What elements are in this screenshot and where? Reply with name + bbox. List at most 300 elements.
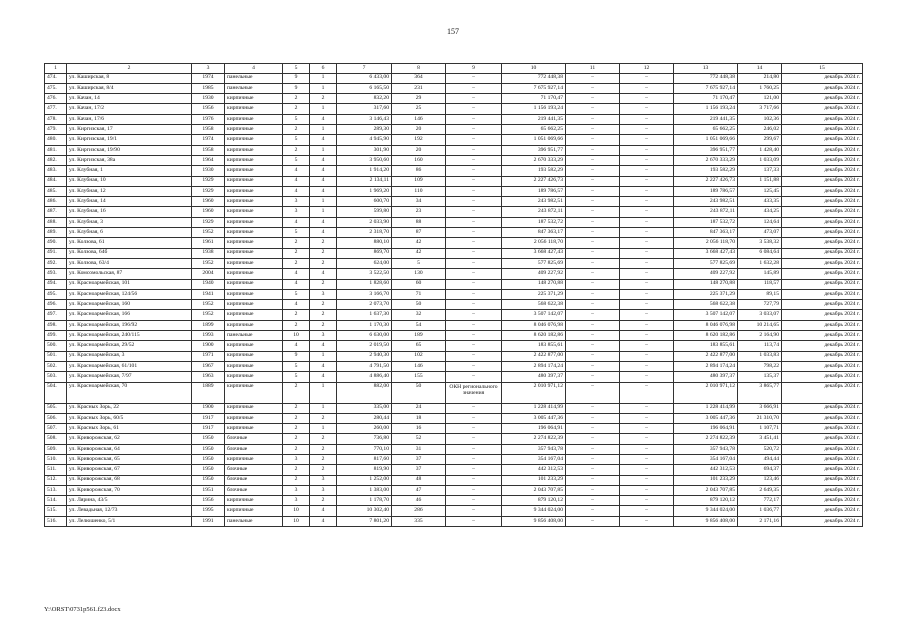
residents-cell: 54 [392, 320, 446, 330]
heritage-status-cell: – [446, 83, 502, 93]
heritage-status-cell: – [446, 279, 502, 289]
residents-cell: 37 [392, 465, 446, 475]
cost-col-13-cell: 409 227,92 [674, 269, 738, 279]
cost-total-cell: 480 397,37 [502, 372, 566, 382]
address-cell: ул. Клубная, 1 [67, 166, 192, 176]
wall-material-cell: кирпичные [225, 424, 283, 434]
column-header: 3 [192, 64, 225, 74]
cost-per-sqm-cell: 21 310,70 [738, 413, 782, 423]
entrances-cell: 2 [310, 238, 337, 248]
floors-cell: 5 [283, 289, 310, 299]
residents-cell: 20 [392, 125, 446, 135]
entrances-cell: 2 [310, 94, 337, 104]
table-row [45, 228, 863, 238]
cost-per-sqm-cell: 137,33 [738, 166, 782, 176]
cost-per-sqm-cell: 246,02 [738, 125, 782, 135]
table-row [45, 258, 863, 268]
residents-cell: 50 [392, 382, 446, 403]
area-cell: 1 383,00 [337, 485, 392, 495]
row-number-cell: 509. [45, 444, 67, 454]
entrances-cell: 2 [310, 310, 337, 320]
residents-cell: 37 [392, 454, 446, 464]
floors-cell: 9 [283, 83, 310, 93]
area-cell: 1 828,60 [337, 279, 392, 289]
residents-cell: 25 [392, 104, 446, 114]
row-number-cell: 515. [45, 506, 67, 516]
cost-total-cell: 409 227,92 [502, 269, 566, 279]
wall-material-cell: кирпичные [225, 228, 283, 238]
cost-per-sqm-cell: 772,17 [738, 496, 782, 506]
table-row [45, 485, 863, 495]
residents-cell: 192 [392, 135, 446, 145]
entrances-cell: 1 [310, 145, 337, 155]
address-cell: ул. Криворожская, 65 [67, 454, 192, 464]
register-table [44, 63, 863, 527]
address-cell: ул. Клубная, 6 [67, 228, 192, 238]
column-header: 13 [674, 64, 738, 74]
cost-col-11-cell: – [566, 475, 620, 485]
cost-col-12-cell: – [620, 176, 674, 186]
year-built-cell: 1899 [192, 320, 225, 330]
area-cell: 1 969,20 [337, 186, 392, 196]
cost-total-cell: 1 051 069,66 [502, 135, 566, 145]
area-cell: 600,70 [337, 197, 392, 207]
cost-total-cell: 2 422 877,00 [502, 351, 566, 361]
cost-col-11-cell: – [566, 145, 620, 155]
year-built-cell: 1956 [192, 496, 225, 506]
residents-cell: 286 [392, 506, 446, 516]
cost-col-11-cell: – [566, 238, 620, 248]
residents-cell: 23 [392, 207, 446, 217]
heritage-status-cell: – [446, 94, 502, 104]
year-built-cell: 1938 [192, 248, 225, 258]
entrances-cell: 4 [310, 135, 337, 145]
heritage-status-cell: – [446, 444, 502, 454]
floors-cell: 2 [283, 320, 310, 330]
cost-col-13-cell: 879 120,12 [674, 496, 738, 506]
residents-cell: 88 [392, 217, 446, 227]
deadline-cell: декабрь 2024 г. [782, 238, 863, 248]
cost-col-13-cell: 2 274 822,39 [674, 434, 738, 444]
wall-material-cell: кирпичные [225, 125, 283, 135]
entrances-cell: 1 [310, 104, 337, 114]
cost-col-13-cell: 9 344 024,00 [674, 506, 738, 516]
heritage-status-cell: – [446, 176, 502, 186]
heritage-status-cell: – [446, 475, 502, 485]
floors-cell: 5 [283, 361, 310, 371]
row-number-cell: 503. [45, 372, 67, 382]
cost-col-12-cell: – [620, 516, 674, 526]
cost-per-sqm-cell: 89,15 [738, 289, 782, 299]
deadline-cell: декабрь 2024 г. [782, 434, 863, 444]
cost-col-11-cell: – [566, 351, 620, 361]
entrances-cell: 1 [310, 382, 337, 403]
row-number-cell: 479. [45, 125, 67, 135]
floors-cell: 2 [283, 403, 310, 413]
cost-col-11-cell: – [566, 434, 620, 444]
residents-cell: 47 [392, 485, 446, 495]
table-row [45, 155, 863, 165]
year-built-cell: 1950 [192, 434, 225, 444]
residents-cell: 65 [392, 341, 446, 351]
wall-material-cell: кирпичные [225, 361, 283, 371]
deadline-cell: декабрь 2024 г. [782, 320, 863, 330]
wall-material-cell: панельные [225, 83, 283, 93]
area-cell: 6 630,00 [337, 331, 392, 341]
entrances-cell: 4 [310, 217, 337, 227]
wall-material-cell: кирпичные [225, 114, 283, 124]
deadline-cell: декабрь 2024 г. [782, 485, 863, 495]
row-number-cell: 514. [45, 496, 67, 506]
cost-total-cell: 3 507 142,07 [502, 310, 566, 320]
residents-cell: 335 [392, 516, 446, 526]
entrances-cell: 1 [310, 424, 337, 434]
floors-cell: 5 [283, 228, 310, 238]
wall-material-cell: кирпичные [225, 155, 283, 165]
table-row [45, 454, 863, 464]
wall-material-cell: кирпичные [225, 413, 283, 423]
cost-col-12-cell: – [620, 73, 674, 83]
table-row [45, 465, 863, 475]
wall-material-cell: кирпичные [225, 217, 283, 227]
cost-col-11-cell: – [566, 403, 620, 413]
table-row [45, 424, 863, 434]
cost-col-13-cell: 225 371,29 [674, 289, 738, 299]
deadline-cell: декабрь 2024 г. [782, 73, 863, 83]
year-built-cell: 1993 [192, 331, 225, 341]
cost-col-11-cell: – [566, 465, 620, 475]
wall-material-cell: кирпичные [225, 238, 283, 248]
entrances-cell: 1 [310, 351, 337, 361]
address-cell: ул. Красноармейская, 70 [67, 382, 192, 403]
heritage-status-cell: – [446, 424, 502, 434]
cost-col-11-cell: – [566, 104, 620, 114]
floors-cell: 4 [283, 176, 310, 186]
cost-col-12-cell: – [620, 135, 674, 145]
deadline-cell: декабрь 2024 г. [782, 341, 863, 351]
row-number-cell: 510. [45, 454, 67, 464]
year-built-cell: 1956 [192, 104, 225, 114]
cost-col-12-cell: – [620, 413, 674, 423]
cost-col-11-cell: – [566, 413, 620, 423]
column-header: 9 [446, 64, 502, 74]
area-cell: 599,80 [337, 207, 392, 217]
floors-cell: 10 [283, 506, 310, 516]
address-cell: ул. Красных Зорь, 61 [67, 424, 192, 434]
entrances-cell: 2 [310, 248, 337, 258]
year-built-cell: 1889 [192, 382, 225, 403]
cost-total-cell: 243 872,11 [502, 207, 566, 217]
area-cell: 4 945,90 [337, 135, 392, 145]
residents-cell: 32 [392, 310, 446, 320]
residents-cell: 20 [392, 145, 446, 155]
row-number-cell: 493. [45, 269, 67, 279]
table-row [45, 331, 863, 341]
cost-col-13-cell: 7 675 927,14 [674, 83, 738, 93]
cost-total-cell: 2 227 426,73 [502, 176, 566, 186]
cost-per-sqm-cell: 10 214,65 [738, 320, 782, 330]
area-cell: 2 073,70 [337, 300, 392, 310]
cost-total-cell: 396 951,77 [502, 145, 566, 155]
wall-material-cell: кирпичные [225, 506, 283, 516]
floors-cell: 10 [283, 331, 310, 341]
row-number-cell: 487. [45, 207, 67, 217]
deadline-cell: декабрь 2024 г. [782, 145, 863, 155]
year-built-cell: 1950 [192, 475, 225, 485]
cost-col-13-cell: 2 422 877,00 [674, 351, 738, 361]
deadline-cell: декабрь 2024 г. [782, 516, 863, 526]
residents-cell: 29 [392, 94, 446, 104]
cost-col-12-cell: – [620, 279, 674, 289]
table-row [45, 382, 863, 403]
heritage-status-cell: – [446, 145, 502, 155]
cost-col-11-cell: – [566, 454, 620, 464]
year-built-cell: 1958 [192, 125, 225, 135]
area-cell: 6 165,50 [337, 83, 392, 93]
row-number-cell: 508. [45, 434, 67, 444]
cost-total-cell: 2 670 333,29 [502, 155, 566, 165]
area-cell: 280,44 [337, 413, 392, 423]
table-row [45, 207, 863, 217]
area-cell: 817,60 [337, 454, 392, 464]
cost-total-cell: 357 943,78 [502, 444, 566, 454]
cost-total-cell: 187 532,72 [502, 217, 566, 227]
cost-col-13-cell: 480 397,37 [674, 372, 738, 382]
address-cell: ул. Колзова, 63/4 [67, 258, 192, 268]
wall-material-cell: панельные [225, 331, 283, 341]
address-cell: ул. Киргизская, 17 [67, 125, 192, 135]
cost-total-cell: 7 675 927,14 [502, 83, 566, 93]
column-header: 14 [738, 64, 782, 74]
heritage-status-cell: – [446, 434, 502, 444]
floors-cell: 4 [283, 166, 310, 176]
column-header: 5 [283, 64, 310, 74]
row-number-cell: 480. [45, 135, 67, 145]
row-number-cell: 482. [45, 155, 67, 165]
cost-total-cell: 243 982,51 [502, 197, 566, 207]
address-cell: ул. Красноармейская, 124/56 [67, 289, 192, 299]
row-number-cell: 499. [45, 331, 67, 341]
cost-col-11-cell: – [566, 258, 620, 268]
row-number-cell: 496. [45, 300, 67, 310]
entrances-cell: 3 [310, 331, 337, 341]
cost-col-11-cell: – [566, 310, 620, 320]
table-row [45, 434, 863, 444]
table-row [45, 238, 863, 248]
entrances-cell: 2 [310, 300, 337, 310]
cost-col-13-cell: 1 051 069,66 [674, 135, 738, 145]
residents-cell: 31 [392, 444, 446, 454]
row-number-cell: 495. [45, 289, 67, 299]
cost-col-13-cell: 8 046 076,98 [674, 320, 738, 330]
deadline-cell: декабрь 2024 г. [782, 424, 863, 434]
cost-total-cell: 442 312,53 [502, 465, 566, 475]
column-header: 8 [392, 64, 446, 74]
wall-material-cell: кирпичные [225, 248, 283, 258]
cost-col-11-cell: – [566, 361, 620, 371]
table-row [45, 372, 863, 382]
residents-cell: 18 [392, 413, 446, 423]
cost-per-sqm-cell: 494,44 [738, 454, 782, 464]
entrances-cell: 3 [310, 475, 337, 485]
year-built-cell: 1991 [192, 516, 225, 526]
floors-cell: 5 [283, 372, 310, 382]
entrances-cell: 3 [310, 485, 337, 495]
floors-cell: 9 [283, 351, 310, 361]
row-number-cell: 485. [45, 186, 67, 196]
table-row [45, 341, 863, 351]
row-number-cell: 516. [45, 516, 67, 526]
deadline-cell: декабрь 2024 г. [782, 248, 863, 258]
floors-cell: 5 [283, 135, 310, 145]
cost-col-13-cell: 193 582,29 [674, 166, 738, 176]
cost-col-13-cell: 65 662,25 [674, 125, 738, 135]
cost-col-13-cell: 196 064,91 [674, 424, 738, 434]
row-number-cell: 483. [45, 166, 67, 176]
cost-col-12-cell: – [620, 424, 674, 434]
entrances-cell: 4 [310, 186, 337, 196]
heritage-status-cell: – [446, 166, 502, 176]
deadline-cell: декабрь 2024 г. [782, 465, 863, 475]
year-built-cell: 1917 [192, 413, 225, 423]
cost-col-11-cell: – [566, 485, 620, 495]
area-cell: 335,00 [337, 403, 392, 413]
cost-col-12-cell: – [620, 434, 674, 444]
cost-col-13-cell: 772 448,38 [674, 73, 738, 83]
cost-col-13-cell: 357 943,78 [674, 444, 738, 454]
table-row [45, 104, 863, 114]
cost-total-cell: 9 344 024,00 [502, 506, 566, 516]
heritage-status-cell: – [446, 186, 502, 196]
column-header: 15 [782, 64, 863, 74]
cost-col-12-cell: – [620, 228, 674, 238]
cost-per-sqm-cell: 3 717,66 [738, 104, 782, 114]
cost-per-sqm-cell: 1 036,77 [738, 506, 782, 516]
table-row [45, 279, 863, 289]
cost-total-cell: 196 064,91 [502, 424, 566, 434]
cost-per-sqm-cell: 433,35 [738, 197, 782, 207]
table-row [45, 125, 863, 135]
residents-cell: 231 [392, 83, 446, 93]
cost-col-11-cell: – [566, 135, 620, 145]
cost-per-sqm-cell: 1 033,83 [738, 351, 782, 361]
cost-col-11-cell: – [566, 496, 620, 506]
entrances-cell: 1 [310, 125, 337, 135]
cost-col-12-cell: – [620, 454, 674, 464]
cost-col-12-cell: – [620, 217, 674, 227]
row-number-cell: 501. [45, 351, 67, 361]
residents-cell: 52 [392, 434, 446, 444]
cost-col-12-cell: – [620, 197, 674, 207]
residents-cell: 86 [392, 166, 446, 176]
cost-col-11-cell: – [566, 73, 620, 83]
address-cell: ул. Лярина, 43/5 [67, 496, 192, 506]
cost-col-13-cell: 1 156 193,24 [674, 104, 738, 114]
entrances-cell: 2 [310, 258, 337, 268]
row-number-cell: 497. [45, 310, 67, 320]
cost-col-12-cell: – [620, 475, 674, 485]
cost-col-11-cell: – [566, 207, 620, 217]
table-row [45, 73, 863, 83]
cost-per-sqm-cell: 124,64 [738, 217, 782, 227]
column-header: 2 [67, 64, 192, 74]
cost-col-12-cell: – [620, 258, 674, 268]
floors-cell: 2 [283, 104, 310, 114]
wall-material-cell: кирпичные [225, 135, 283, 145]
heritage-status-cell: – [446, 361, 502, 371]
table-row [45, 506, 863, 516]
cost-col-12-cell: – [620, 83, 674, 93]
heritage-status-cell: – [446, 197, 502, 207]
heritage-status-cell: – [446, 155, 502, 165]
cost-col-12-cell: – [620, 186, 674, 196]
cost-total-cell: 148 270,88 [502, 279, 566, 289]
deadline-cell: декабрь 2024 г. [782, 258, 863, 268]
address-cell: ул. Клубная, 16 [67, 207, 192, 217]
wall-material-cell: кирпичные [225, 300, 283, 310]
cost-col-13-cell: 2 227 426,73 [674, 176, 738, 186]
deadline-cell: декабрь 2024 г. [782, 444, 863, 454]
deadline-cell: декабрь 2024 г. [782, 125, 863, 135]
address-cell: ул. Клубная, 10 [67, 176, 192, 186]
cost-col-13-cell: 2 043 707,85 [674, 485, 738, 495]
year-built-cell: 1917 [192, 424, 225, 434]
cost-col-13-cell: 442 312,53 [674, 465, 738, 475]
residents-cell: 34 [392, 197, 446, 207]
residents-cell: 160 [392, 155, 446, 165]
area-cell: 2 019,50 [337, 341, 392, 351]
deadline-cell: декабрь 2024 г. [782, 94, 863, 104]
year-built-cell: 1974 [192, 135, 225, 145]
entrances-cell: 1 [310, 73, 337, 83]
floors-cell: 2 [283, 475, 310, 485]
cost-col-11-cell: – [566, 197, 620, 207]
floors-cell: 10 [283, 516, 310, 526]
cost-per-sqm-cell: 520,72 [738, 444, 782, 454]
cost-col-11-cell: – [566, 382, 620, 403]
heritage-status-cell: – [446, 413, 502, 423]
cost-per-sqm-cell: 1 632,28 [738, 258, 782, 268]
address-cell: ул. Левадьная, 12/73 [67, 506, 192, 516]
cost-per-sqm-cell: 118,57 [738, 279, 782, 289]
deadline-cell: декабрь 2024 г. [782, 114, 863, 124]
floors-cell: 5 [283, 155, 310, 165]
year-built-cell: 1900 [192, 403, 225, 413]
address-cell: ул. Колзова, 64б [67, 248, 192, 258]
cost-total-cell: 65 662,25 [502, 125, 566, 135]
cost-col-11-cell: – [566, 94, 620, 104]
cost-col-12-cell: – [620, 145, 674, 155]
residents-cell: 87 [392, 228, 446, 238]
area-cell: 624,00 [337, 258, 392, 268]
table-row [45, 135, 863, 145]
floors-cell: 2 [283, 382, 310, 403]
floors-cell: 4 [283, 300, 310, 310]
residents-cell: 146 [392, 361, 446, 371]
heritage-status-cell: – [446, 454, 502, 464]
year-built-cell: 1960 [192, 207, 225, 217]
cost-col-13-cell: 396 951,77 [674, 145, 738, 155]
wall-material-cell: кирпичные [225, 145, 283, 155]
year-built-cell: 1976 [192, 114, 225, 124]
cost-total-cell: 772 448,38 [502, 73, 566, 83]
address-cell: ул. Красноармейская, 196/92 [67, 320, 192, 330]
residents-cell: 71 [392, 289, 446, 299]
heritage-status-cell: – [446, 135, 502, 145]
cost-col-12-cell: – [620, 289, 674, 299]
area-cell: 3 146,43 [337, 114, 392, 124]
cost-col-13-cell: 354 167,04 [674, 454, 738, 464]
